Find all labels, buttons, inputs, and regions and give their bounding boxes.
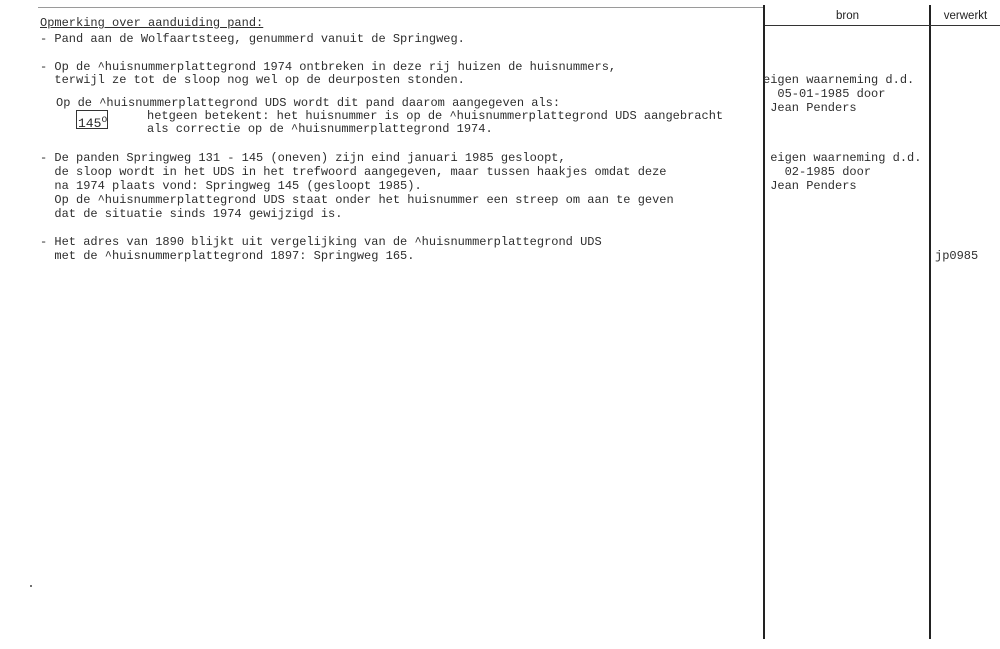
verwerkt-entry: jp0985 — [935, 249, 979, 263]
remark-line: de sloop wordt in het UDS in het trefwoord aangegeven, maar tussen haakjes omdat deze — [40, 165, 667, 179]
column-header-bron: bron — [835, 10, 860, 22]
bron-entry-line: eigen waarneming d.d. — [763, 151, 922, 165]
column-divider-verwerkt — [929, 5, 931, 639]
boxed-number-text: 145 — [78, 116, 102, 131]
remark-line: Op de ^huisnummerplattegrond UDS wordt dit pand daarom aangegeven als: — [56, 96, 561, 110]
remark-line: met de ^huisnummerplattegrond 1897: Springweg 165. — [40, 249, 415, 263]
remark-line: - De panden Springweg 131 - 145 (oneven) zijn eind januari 1985 gesloopt, — [40, 151, 566, 165]
boxed-house-number — [76, 110, 108, 129]
bron-entry-line: 02-1985 door — [763, 165, 872, 179]
bron-entry-line: Jean Penders — [763, 101, 857, 115]
column-header-verwerkt: verwerkt — [943, 10, 988, 22]
bron-entry-line: eigen waarneming d.d. — [763, 73, 915, 87]
bron-entry-line: Jean Penders — [763, 179, 857, 193]
top-rule — [38, 7, 765, 8]
remark-line: hetgeen betekent: het huisnummer is op de ^huisnummerplattegrond UDS aangebracht — [147, 109, 724, 123]
boxed-number-sup: o — [101, 115, 108, 126]
remark-line: terwijl ze tot de sloop nog wel op de deurposten stonden. — [40, 73, 465, 87]
remark-line: Op de ^huisnummerplattegrond UDS staat onder het huisnummer een streep om aan te geven — [40, 193, 674, 207]
scan-speck — [30, 585, 32, 587]
remark-heading: Opmerking over aanduiding pand: — [40, 16, 264, 30]
remark-line: - Op de ^huisnummerplattegrond 1974 ontbreken in deze rij huizen de huisnummers, — [40, 60, 617, 74]
remark-line: - Pand aan de Wolfaartsteeg, genummerd vanuit de Springweg. — [40, 32, 465, 46]
remark-line: dat de situatie sinds 1974 gewijzigd is. — [40, 207, 343, 221]
remark-line: na 1974 plaats vond: Springweg 145 (gesloopt 1985). — [40, 179, 422, 193]
header-rule — [765, 25, 1000, 26]
remark-line: als correctie op de ^huisnummerplattegrond 1974. — [147, 122, 493, 136]
bron-entry-line: 05-01-1985 door — [763, 87, 886, 101]
remark-line: - Het adres van 1890 blijkt uit vergelijking van de ^huisnummerplattegrond UDS — [40, 235, 602, 249]
